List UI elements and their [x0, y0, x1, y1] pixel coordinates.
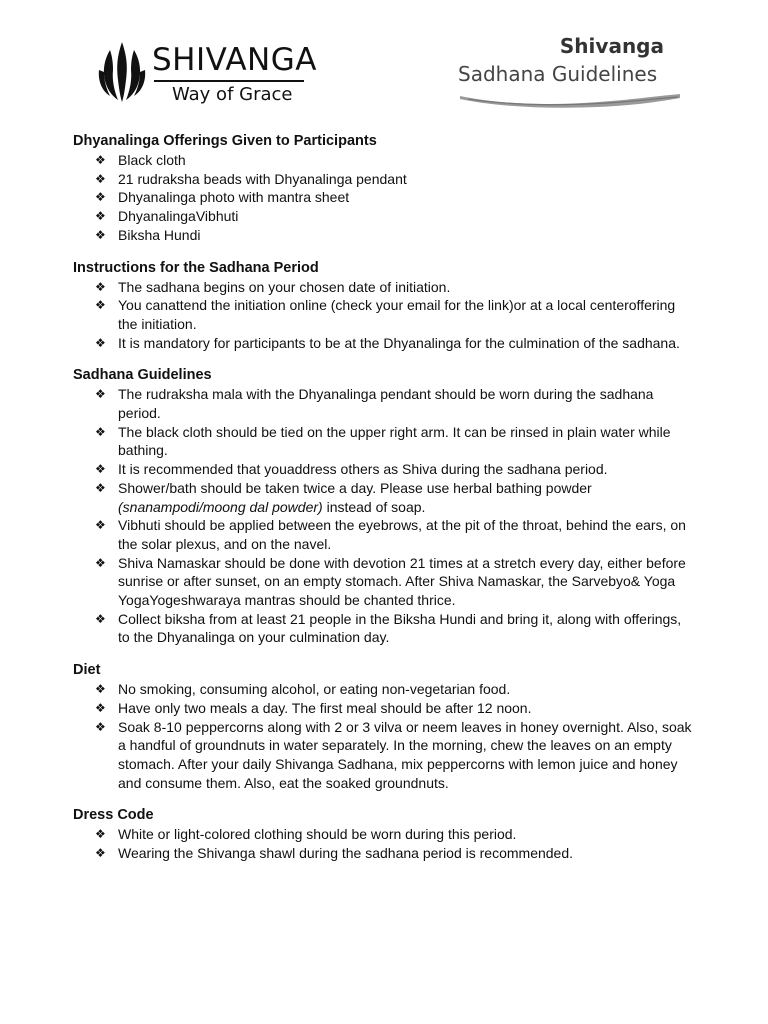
- list-item: ❖ Wearing the Shivanga shawl during the sadhana period is recommended.: [95, 845, 574, 862]
- list-item: ❖ The black cloth should be tied on the upper right arm. It can be rinsed in plain water while bathing.: [95, 423, 671, 459]
- list-item: ❖ It is recommended that youaddress others as Shiva during the sadhana period.: [95, 461, 608, 478]
- list-item: ❖ The sadhana begins on your chosen date of initiation.: [95, 278, 451, 295]
- list-item: ❖ Shiva Namaskar should be done with devotion 21 times at a stretch every day, either before sunrise or after sunset, on an empty stomach. After Shiva Namaskar, the Sarvebyo& Yoga YogaYogeshwaraya mantras should be chanted thrice.: [95, 554, 686, 609]
- list-item: ❖ Vibhuti should be applied between the eyebrows, at the pit of the throat, behind the ears, on the solar plexus, and on the navel.: [95, 517, 686, 552]
- logo-wordmark: SHIVANGA: [152, 42, 317, 78]
- bullet-icon: ❖: [95, 209, 106, 224]
- list-item: ❖ Collect biksha from at least 21 people in the Biksha Hundi and bring it, along with offerings, to the Dhyanalinga on your culmination day.: [95, 610, 682, 646]
- list-item: ❖ It is mandatory for participants to be at the Dhyanalinga for the culmination of the sadhana.: [95, 334, 680, 351]
- document-heading: [458, 34, 688, 114]
- trishul-flame-logo-icon: [96, 40, 148, 104]
- bullet-icon: ❖: [95, 555, 106, 570]
- bullet-icon: ❖: [95, 682, 106, 697]
- bullet-icon: ❖: [95, 518, 106, 533]
- list-item: ❖ You canattend the initiation online (check your email for the link)or at a local centeroffering the initiation.: [95, 297, 676, 332]
- bullet-icon: ❖: [95, 424, 106, 439]
- section-title: Instructions for the Sadhana Period: [73, 259, 319, 276]
- logo-tagline: Way of Grace: [172, 84, 293, 105]
- list-item: ❖ DhyanalingaVibhuti: [95, 208, 239, 225]
- bullet-icon: ❖: [95, 279, 106, 294]
- section-offerings: [73, 131, 693, 245]
- section-title: Dhyanalinga Offerings Given to Participants: [73, 133, 377, 149]
- bullet-icon: ❖: [95, 153, 106, 167]
- dress-code-list: [73, 825, 693, 862]
- section-diet: [73, 660, 693, 792]
- section-title: Dress Code: [73, 807, 154, 824]
- bullet-icon: ❖: [95, 480, 106, 495]
- offerings-list: [73, 151, 693, 245]
- list-item: ❖ Shower/bath should be taken twice a day. Please use herbal bathing powder (snanampodi/moong dal powder) instead of soap.: [95, 479, 592, 515]
- list-item: ❖ White or light-colored clothing should be worn during this period.: [95, 826, 517, 843]
- list-item: ❖ Have only two meals a day. The first meal should be after 12 noon.: [95, 699, 532, 716]
- bullet-icon: ❖: [95, 719, 106, 734]
- diet-list: [73, 680, 693, 792]
- list-item: ❖ 21 rudraksha beads with Dhyanalinga pendant: [95, 170, 407, 187]
- section-title: Diet: [73, 662, 101, 679]
- brush-stroke-decoration: [458, 90, 682, 110]
- document-subtitle: Sadhana Guidelines: [458, 62, 658, 86]
- list-item: ❖ No smoking, consuming alcohol, or eating non-vegetarian food.: [95, 681, 511, 698]
- bullet-icon: ❖: [95, 335, 106, 350]
- list-item: ❖ Soak 8-10 peppercorns along with 2 or 3 vilva or neem leaves in honey overnight. Also, soak a handful of groundnuts in water separately. In the morning, chew the leaves on an empty stomach. After your daily Shivanga Sadhana, mix peppercorns with lemon juice and honey and consume them. Also, eat the soaked groundnuts.: [95, 718, 692, 791]
- shivanga-logo: [96, 38, 317, 108]
- document-title: Shivanga: [559, 34, 664, 58]
- logo-divider: [154, 80, 304, 82]
- list-item: ❖ Biksha Hundi: [95, 226, 201, 243]
- section-instructions: [73, 258, 693, 353]
- bullet-icon: ❖: [95, 700, 106, 715]
- bullet-icon: ❖: [95, 227, 106, 242]
- list-item: ❖ Dhyanalinga photo with mantra sheet: [95, 189, 350, 206]
- section-title: Sadhana Guidelines: [73, 367, 212, 384]
- bullet-icon: ❖: [95, 190, 106, 205]
- list-item: ❖ Black cloth: [95, 152, 186, 168]
- bullet-icon: ❖: [95, 387, 106, 402]
- bullet-icon: ❖: [95, 462, 106, 477]
- bullet-icon: ❖: [95, 846, 106, 861]
- document-body: [73, 131, 693, 876]
- section-sadhana-guidelines: [73, 365, 693, 647]
- guidelines-list: [73, 385, 693, 647]
- list-item: ❖ The rudraksha mala with the Dhyanalinga pendant should be worn during the sadhana period.: [95, 386, 654, 422]
- section-dress-code: [73, 805, 693, 862]
- bullet-icon: ❖: [95, 611, 106, 626]
- bullet-icon: ❖: [95, 171, 106, 186]
- bullet-icon: ❖: [95, 298, 106, 313]
- instructions-list: [73, 278, 693, 353]
- bullet-icon: ❖: [95, 827, 106, 842]
- italic-note: (snanampodi/moong dal powder): [118, 498, 323, 515]
- page-header: [0, 0, 768, 125]
